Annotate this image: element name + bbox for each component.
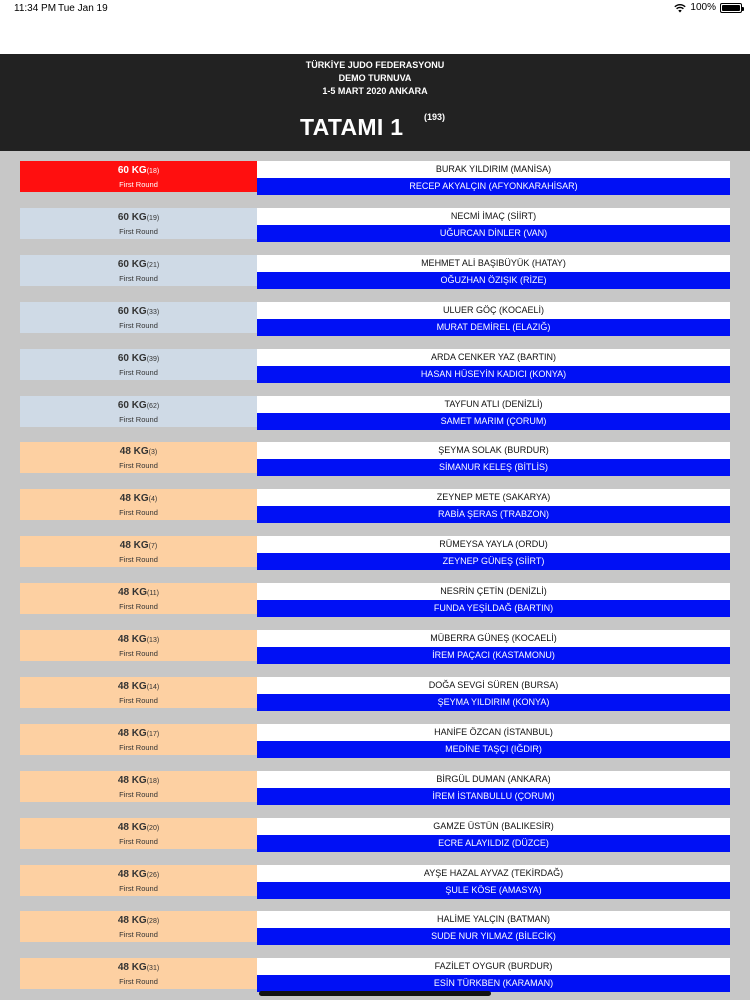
- blue-competitor[interactable]: ECRE ALAYILDIZ (DÜZCE): [257, 835, 730, 852]
- tournament-dates: 1-5 MART 2020 ANKARA: [322, 86, 428, 96]
- blue-competitor[interactable]: FUNDA YEŞİLDAĞ (BARTIN): [257, 600, 730, 617]
- match-number: (31): [146, 965, 160, 973]
- weight-class: 60 KG: [117, 399, 147, 411]
- round-label: First Round: [119, 367, 158, 377]
- match-number: (4): [148, 496, 158, 504]
- match-category: [20, 493, 257, 504]
- match-number: (3): [148, 449, 158, 457]
- weight-class: 48 KG: [117, 634, 147, 645]
- match-category: [20, 446, 257, 457]
- weight-class: 48 KG: [117, 915, 147, 927]
- round-label: First Round: [119, 461, 158, 471]
- match-row[interactable]: [20, 349, 730, 383]
- round-label: First Round: [119, 320, 158, 330]
- home-indicator[interactable]: [259, 991, 491, 996]
- white-competitor[interactable]: FAZİLET OYGUR (BURDUR): [257, 958, 730, 975]
- match-category-cell[interactable]: [20, 536, 257, 567]
- weight-class: 48 KG: [119, 540, 149, 552]
- tatami-header: [0, 54, 750, 151]
- match-category: [20, 259, 257, 270]
- match-category-cell[interactable]: [20, 630, 257, 661]
- blue-competitor[interactable]: UĞURCAN DİNLER (VAN): [257, 225, 730, 242]
- match-number: (26): [146, 871, 160, 879]
- white-competitor[interactable]: ŞEYMA SOLAK (BURDUR): [257, 442, 730, 459]
- match-number: (39): [146, 355, 160, 363]
- round-label: First Round: [119, 555, 158, 565]
- round-label: First Round: [119, 602, 158, 612]
- match-category: [20, 869, 257, 880]
- match-row[interactable]: [20, 677, 730, 711]
- match-category: [20, 540, 257, 551]
- blue-competitor[interactable]: SUDE NUR YILMAZ (BİLECİK): [257, 928, 730, 945]
- white-competitor[interactable]: TAYFUN ATLI (DENİZLİ): [257, 396, 730, 413]
- round-label: First Round: [119, 883, 158, 893]
- match-category: [20, 775, 257, 786]
- status-bar: [0, 0, 750, 20]
- match-row[interactable]: [20, 724, 730, 758]
- match-category-cell[interactable]: [20, 865, 257, 896]
- match-number: (33): [146, 308, 160, 316]
- match-row[interactable]: [20, 771, 730, 805]
- match-category: [20, 212, 257, 223]
- round-label: First Round: [119, 508, 158, 518]
- match-number: (21): [146, 261, 160, 269]
- wifi-icon: [674, 3, 686, 13]
- white-competitor[interactable]: HALİME YALÇIN (BATMAN): [257, 911, 730, 928]
- blue-competitor[interactable]: MEDİNE TAŞÇI (IĞDIR): [257, 741, 730, 758]
- match-list[interactable]: [0, 151, 750, 1000]
- blue-competitor[interactable]: SİMANUR KELEŞ (BİTLİS): [257, 459, 730, 476]
- white-competitor[interactable]: AYŞE HAZAL AYVAZ (TEKİRDAĞ): [257, 865, 730, 882]
- white-competitor[interactable]: ARDA CENKER YAZ (BARTIN): [257, 349, 730, 366]
- round-label: First Round: [119, 414, 158, 424]
- white-competitor[interactable]: NESRİN ÇETİN (DENİZLİ): [257, 583, 730, 600]
- match-number: (14): [146, 683, 160, 691]
- round-label: First Round: [119, 649, 158, 658]
- match-row[interactable]: [20, 442, 730, 476]
- page-title: TATAMI 1: [300, 114, 404, 140]
- match-row[interactable]: [20, 302, 730, 336]
- battery-icon: [720, 3, 742, 13]
- weight-class: 60 KG: [117, 211, 147, 223]
- round-label: First Round: [119, 273, 158, 283]
- round-label: First Round: [119, 930, 158, 940]
- match-row[interactable]: [20, 208, 730, 242]
- blue-competitor[interactable]: HASAN HÜSEYİN KADICI (KONYA): [257, 366, 730, 383]
- match-category-cell[interactable]: [20, 724, 257, 755]
- weight-class: 48 KG: [117, 868, 147, 880]
- match-category: [20, 306, 257, 317]
- blue-competitor[interactable]: ŞULE KÖSE (AMASYA): [257, 882, 730, 899]
- weight-class: 48 KG: [117, 680, 147, 692]
- round-label: First Round: [119, 836, 158, 846]
- match-row[interactable]: [20, 396, 730, 430]
- white-competitor[interactable]: ULUER GÖÇ (KOCAELİ): [257, 302, 730, 319]
- status-right: [674, 2, 742, 13]
- match-number: (17): [146, 730, 160, 738]
- round-label: First Round: [119, 977, 158, 987]
- match-number: (20): [146, 824, 160, 832]
- match-row[interactable]: [20, 818, 730, 852]
- battery-percent: 100%: [690, 2, 716, 13]
- weight-class: 48 KG: [117, 821, 147, 833]
- blue-competitor[interactable]: ŞEYMA YILDIRIM (KONYA): [257, 694, 730, 711]
- match-category-cell[interactable]: [20, 208, 257, 239]
- round-label: First Round: [119, 226, 158, 236]
- white-competitor[interactable]: MÜBERRA GÜNEŞ (KOCAELİ): [257, 630, 730, 647]
- match-row[interactable]: [20, 911, 730, 945]
- round-label: First Round: [119, 789, 158, 799]
- tournament-name: DEMO TURNUVA: [338, 73, 412, 83]
- match-number: (62): [146, 402, 160, 410]
- match-category: [20, 587, 257, 598]
- match-row[interactable]: [20, 630, 730, 664]
- weight-class: 48 KG: [117, 774, 147, 786]
- match-category-cell[interactable]: [20, 677, 257, 708]
- match-category: [20, 353, 257, 364]
- match-category-cell[interactable]: [20, 161, 257, 192]
- match-category: [20, 400, 257, 411]
- round-label: First Round: [119, 695, 158, 705]
- match-number: (13): [146, 637, 160, 644]
- white-competitor[interactable]: RÜMEYSA YAYLA (ORDU): [257, 536, 730, 553]
- match-row[interactable]: [20, 958, 730, 992]
- match-category-cell[interactable]: [20, 583, 257, 614]
- match-row[interactable]: [20, 536, 730, 570]
- match-category-cell[interactable]: [20, 911, 257, 942]
- weight-class: 60 KG: [117, 352, 147, 364]
- blue-competitor[interactable]: İREM PAÇACI (KASTAMONU): [257, 647, 730, 664]
- weight-class: 60 KG: [117, 165, 147, 176]
- white-competitor[interactable]: ZEYNEP METE (SAKARYA): [257, 489, 730, 506]
- weight-class: 48 KG: [117, 727, 147, 739]
- blue-competitor[interactable]: RECEP AKYALÇIN (AFYONKARAHİSAR): [257, 178, 730, 195]
- match-category-cell[interactable]: [20, 255, 257, 286]
- match-row[interactable]: [20, 489, 730, 523]
- blue-competitor[interactable]: ZEYNEP GÜNEŞ (SİİRT): [257, 553, 730, 570]
- weight-class: 60 KG: [117, 305, 147, 317]
- match-category: [20, 681, 257, 692]
- blue-competitor[interactable]: ESİN TÜRKBEN (KARAMAN): [257, 975, 730, 992]
- match-number: (7): [148, 543, 158, 551]
- round-label: First Round: [119, 180, 158, 189]
- blue-competitor[interactable]: OĞUZHAN ÖZIŞIK (RİZE): [257, 272, 730, 289]
- match-row[interactable]: [20, 865, 730, 899]
- match-category: [20, 962, 257, 973]
- match-number: (18): [146, 777, 160, 785]
- blue-competitor[interactable]: RABİA ŞERAS (TRABZON): [257, 506, 730, 523]
- white-competitor[interactable]: BİRGÜL DUMAN (ANKARA): [257, 771, 730, 788]
- white-competitor[interactable]: NECMİ İMAÇ (SİİRT): [257, 208, 730, 225]
- match-category-cell[interactable]: [20, 349, 257, 380]
- white-competitor[interactable]: DOĞA SEVGİ SÜREN (BURSA): [257, 677, 730, 694]
- weight-class: 48 KG: [119, 446, 149, 458]
- match-row[interactable]: [20, 161, 730, 195]
- match-number: (19): [146, 214, 160, 222]
- weight-class: 48 KG: [117, 962, 147, 974]
- match-category: [20, 822, 257, 833]
- white-competitor[interactable]: HANİFE ÖZCAN (İSTANBUL): [257, 724, 730, 741]
- blue-competitor[interactable]: İREM İSTANBULLU (ÇORUM): [257, 788, 730, 805]
- match-category-cell[interactable]: [20, 442, 257, 473]
- blue-competitor[interactable]: MURAT DEMİREL (ELAZIĞ): [257, 319, 730, 336]
- weight-class: 48 KG: [119, 493, 149, 505]
- match-number: (11): [146, 590, 159, 598]
- match-category-cell[interactable]: [20, 489, 257, 520]
- match-number: (18): [146, 168, 160, 175]
- white-competitor[interactable]: GAMZE ÜSTÜN (BALIKESİR): [257, 818, 730, 835]
- blue-competitor[interactable]: SAMET MARIM (ÇORUM): [257, 413, 730, 430]
- match-number: (28): [146, 918, 160, 926]
- match-category: [20, 728, 257, 739]
- status-time: 11:34 PM: [14, 3, 57, 14]
- match-category-cell[interactable]: [20, 771, 257, 802]
- match-count: (193): [424, 112, 446, 122]
- match-row[interactable]: [20, 255, 730, 289]
- federation-name: TÜRKİYE JUDO FEDERASYONU: [305, 60, 445, 70]
- status-date: Tue Jan 19: [58, 3, 108, 14]
- match-category: [20, 165, 257, 176]
- match-row[interactable]: [20, 583, 730, 617]
- match-category: [20, 915, 257, 926]
- white-competitor[interactable]: MEHMET ALİ BAŞIBÜYÜK (HATAY): [257, 255, 730, 272]
- white-competitor[interactable]: BURAK YILDIRIM (MANİSA): [257, 161, 730, 178]
- match-category-cell[interactable]: [20, 302, 257, 333]
- weight-class: 48 KG: [118, 587, 147, 599]
- match-category: [20, 634, 257, 645]
- match-category-cell[interactable]: [20, 818, 257, 849]
- match-category-cell[interactable]: [20, 958, 257, 989]
- weight-class: 60 KG: [117, 258, 147, 270]
- match-category-cell[interactable]: [20, 396, 257, 427]
- round-label: First Round: [119, 742, 158, 752]
